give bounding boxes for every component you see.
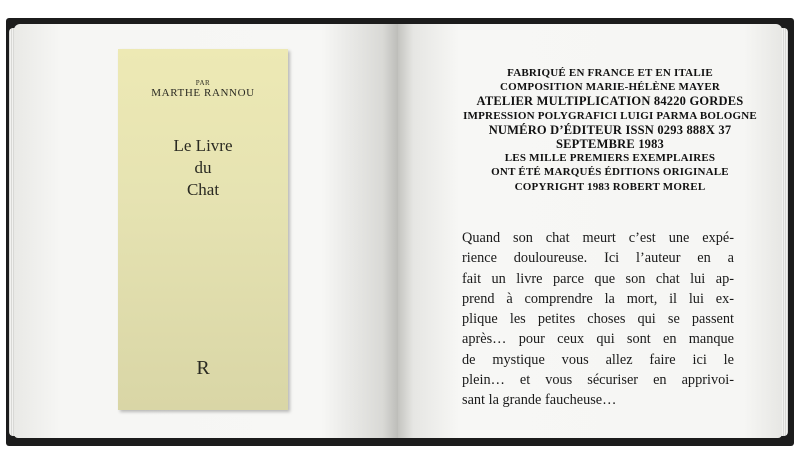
colophon-line: LES MILLE PREMIERS EXEMPLAIRES xyxy=(504,152,716,165)
colophon-line: COPYRIGHT 1983 ROBERT MOREL xyxy=(514,180,706,193)
blurb-line: fait un livre parce que son chat lui ap- xyxy=(462,270,734,287)
blurb-line: rience douloureuse. Ici l’auteur en a xyxy=(462,250,734,267)
blurb-line: prend à comprendre la mort, il lui ex- xyxy=(462,290,734,307)
booklet-title-line: Le Livre xyxy=(173,136,233,155)
blurb-line: Quand son chat meurt c’est une expé- xyxy=(462,230,734,246)
colophon-line: SEPTEMBRE 1983 xyxy=(555,137,665,152)
booklet-title-line: Chat xyxy=(186,180,220,199)
booklet-par: PAR xyxy=(195,79,211,87)
blurb-line: sant la grande faucheuse… xyxy=(462,392,617,409)
colophon-line: FABRIQUÉ EN FRANCE ET EN ITALIE xyxy=(507,67,713,79)
colophon xyxy=(450,66,770,194)
booklet-cover-image xyxy=(118,49,288,410)
colophon-line: ONT ÉTÉ MARQUÉS ÉDITIONS ORIGINALE xyxy=(491,166,729,179)
booklet-title xyxy=(118,135,288,201)
blurb-paragraph xyxy=(462,228,734,411)
blurb-line: après… pour ceux qui sont en manque xyxy=(462,331,734,348)
booklet-title-line: du xyxy=(194,158,212,177)
colophon-line: ATELIER MULTIPLICATION 84220 GORDES xyxy=(476,94,744,109)
colophon-line: IMPRESSION POLYGRAFICI LUIGI PARMA BOLOGNE xyxy=(463,109,757,122)
colophon-line: NUMÉRO D’ÉDITEUR ISSN 0293 888X 37 xyxy=(488,122,732,137)
booklet-author: MARTHE RANNOU xyxy=(151,87,255,99)
blurb-line: plein… et vous sécuriser en apprivoi- xyxy=(462,372,734,389)
blurb-line: de mystique vous allez faire ici le xyxy=(462,351,734,368)
colophon-line: COMPOSITION MARIE-HÉLÈNE MAYER xyxy=(499,81,721,94)
publisher-mark: R xyxy=(196,357,210,379)
blurb-line: plique les petites choses qui se passent xyxy=(462,311,734,328)
